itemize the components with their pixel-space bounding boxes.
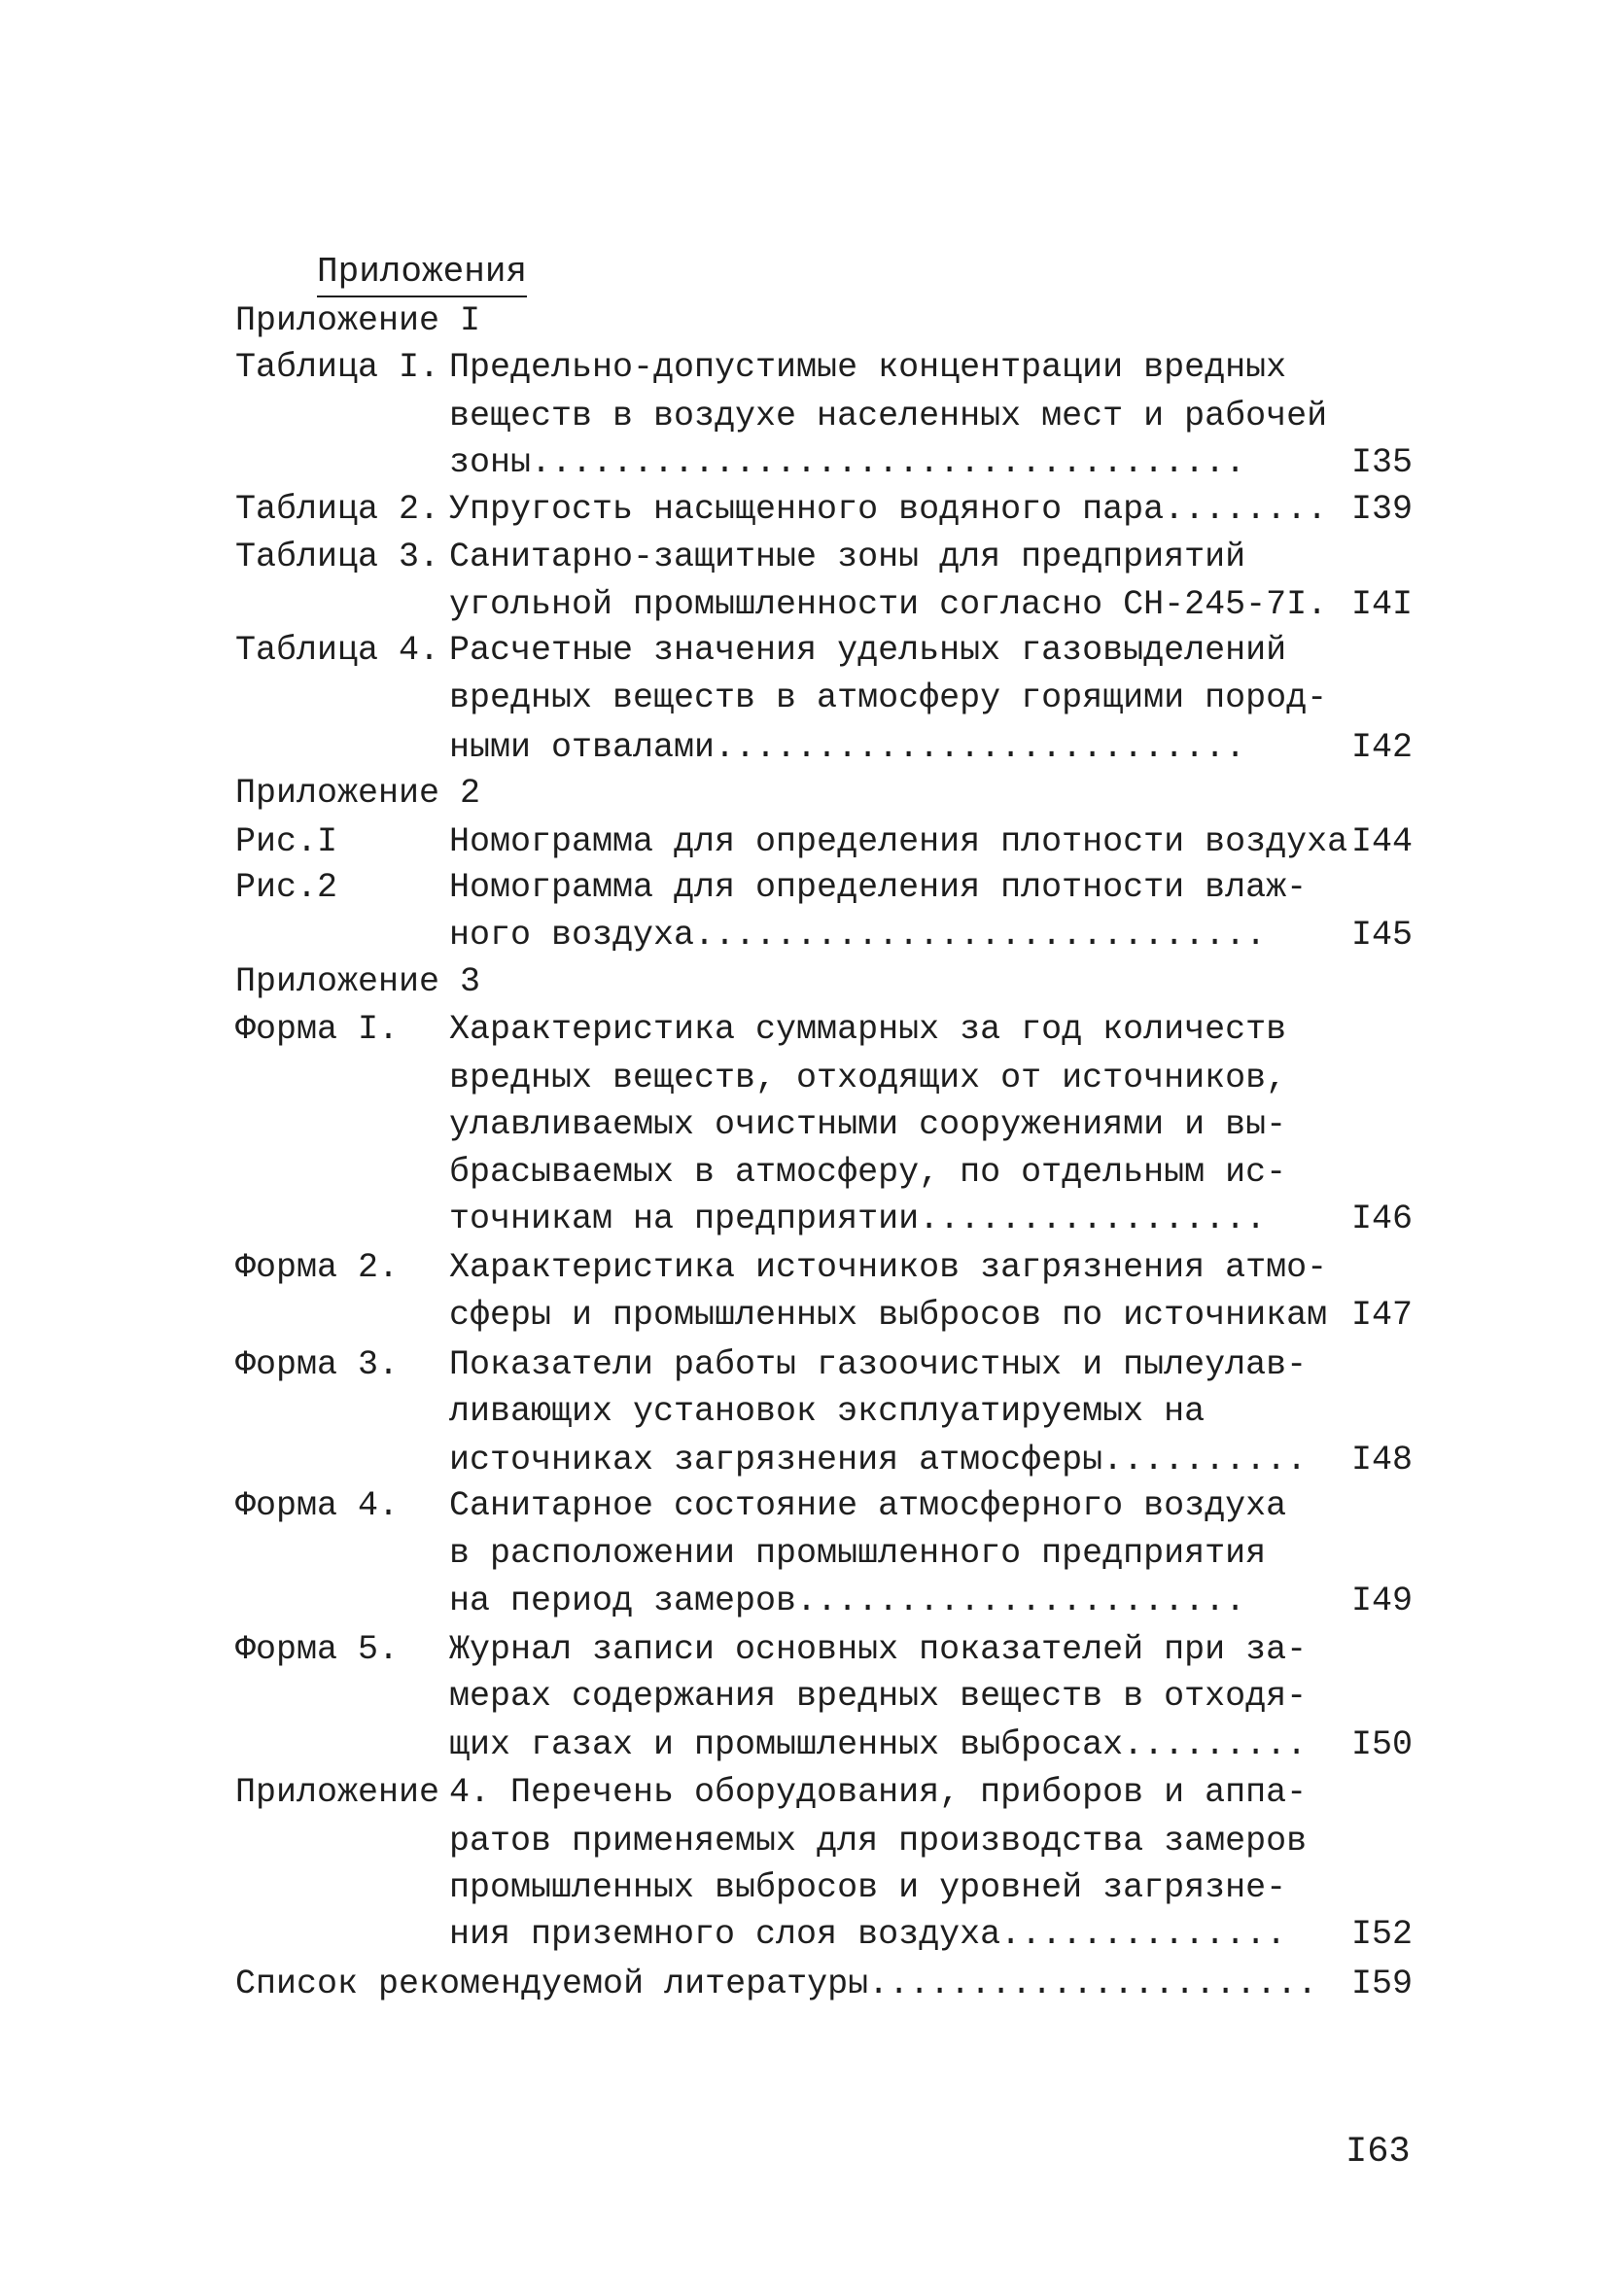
entry-text: мерах содержания вредных веществ в отходя- [449, 1677, 1308, 1716]
entry-label: Форма 4. [235, 1486, 400, 1525]
entry-label: Форма 5. [235, 1630, 400, 1669]
entry-text: Характеристика суммарных за год количеств [449, 1010, 1287, 1049]
entry-text: Расчетные значения удельных газовыделений [449, 631, 1287, 670]
entry-label: Таблица I. [235, 348, 440, 387]
entry-page-number[interactable]: I4I [1351, 585, 1414, 624]
entry-text: ния приземного слоя воздуха.............. [449, 1915, 1287, 1954]
entry-text: ратов применяемых для производства замеров [449, 1822, 1308, 1861]
entry-text: Номограмма для определения плотности влаж- [449, 868, 1308, 907]
entry-page-number[interactable]: I47 [1351, 1296, 1414, 1335]
entry-text: Показатели работы газоочистных и пылеулав- [449, 1345, 1308, 1384]
entry-page-number[interactable]: I44 [1351, 822, 1414, 861]
entry-text: в расположении промышленного предприятия [449, 1534, 1267, 1573]
entry-page-number[interactable]: I46 [1351, 1200, 1414, 1238]
entry-text: щих газах и промышленных выбросах......... [449, 1725, 1308, 1764]
appendix-label-text: Приложение 3 [235, 962, 481, 1001]
entry-page-number[interactable]: I42 [1351, 728, 1414, 767]
entry-text: Санитарное состояние атмосферного воздуха [449, 1486, 1287, 1525]
entry-label: Таблица 2. [235, 490, 440, 529]
entry-text: ными отвалами.......................... [449, 728, 1246, 767]
entry-label: Форма 2. [235, 1248, 400, 1287]
entry-text: угольной промышленности согласно СН-245-7I. [449, 585, 1328, 624]
entry-text: на период замеров...................... [449, 1582, 1246, 1620]
entry-text: Номограмма для определения плотности воздуха [449, 822, 1348, 861]
entry-text: веществ в воздухе населенных мест и рабочей [449, 397, 1328, 435]
entry-text: Журнал записи основных показателей при за- [449, 1630, 1308, 1669]
entry-label: Таблица 3. [235, 538, 440, 576]
entry-text: 4. Перечень оборудования, приборов и аппа- [449, 1773, 1308, 1812]
entry-text: ливающих установок эксплуатируемых на [449, 1392, 1206, 1431]
entry-text: Характеристика источников загрязнения атмо- [449, 1248, 1328, 1287]
entry-page-number[interactable]: I35 [1351, 443, 1414, 482]
entry-text: сферы и промышленных выбросов по источникам [449, 1296, 1328, 1335]
entry-text: Санитарно-защитные зоны для предприятий [449, 538, 1246, 576]
entry-page-number[interactable]: I52 [1351, 1915, 1414, 1954]
entry-page-number[interactable]: I49 [1351, 1582, 1414, 1620]
literature-text: Список рекомендуемой литературы...................... [235, 1965, 1318, 2003]
entry-text: брасываемых в атмосферу, по отдельным ис- [449, 1153, 1287, 1192]
appendix-label-text: Приложение 2 [235, 774, 481, 813]
entry-page-number[interactable]: I59 [1351, 1965, 1414, 2003]
toc-heading: Приложения [317, 251, 527, 297]
entry-text: вредных веществ в атмосферу горящими пород- [449, 678, 1328, 717]
entry-text: зоны................................... [449, 443, 1246, 482]
appendix-label-text: Приложение [235, 1773, 440, 1812]
entry-text: Упругость насыщенного водяного пара........ [449, 490, 1328, 529]
entry-page-number[interactable]: I39 [1351, 490, 1414, 529]
entry-label: Форма I. [235, 1010, 400, 1049]
page-number: I63 [1346, 2132, 1411, 2173]
appendix-label-text: Приложение I [235, 301, 481, 340]
entry-label: Таблица 4. [235, 631, 440, 670]
entry-page-number[interactable]: I45 [1351, 916, 1414, 955]
entry-page-number[interactable]: I48 [1351, 1441, 1414, 1479]
entry-label: Рис.2 [235, 868, 338, 907]
entry-text: вредных веществ, отходящих от источников, [449, 1059, 1287, 1097]
entry-text: Предельно-допустимые концентрации вредных [449, 348, 1287, 387]
entry-page-number[interactable]: I50 [1351, 1725, 1414, 1764]
entry-label: Форма 3. [235, 1345, 400, 1384]
entry-text: улавливаемых очистными сооружениями и вы- [449, 1105, 1287, 1144]
entry-text: источниках загрязнения атмосферы.......... [449, 1441, 1308, 1479]
entry-text: промышленных выбросов и уровней загрязне- [449, 1868, 1287, 1907]
entry-label: Рис.I [235, 822, 338, 861]
entry-text: точникам на предприятии................. [449, 1200, 1267, 1238]
entry-text: ного воздуха............................ [449, 916, 1267, 955]
